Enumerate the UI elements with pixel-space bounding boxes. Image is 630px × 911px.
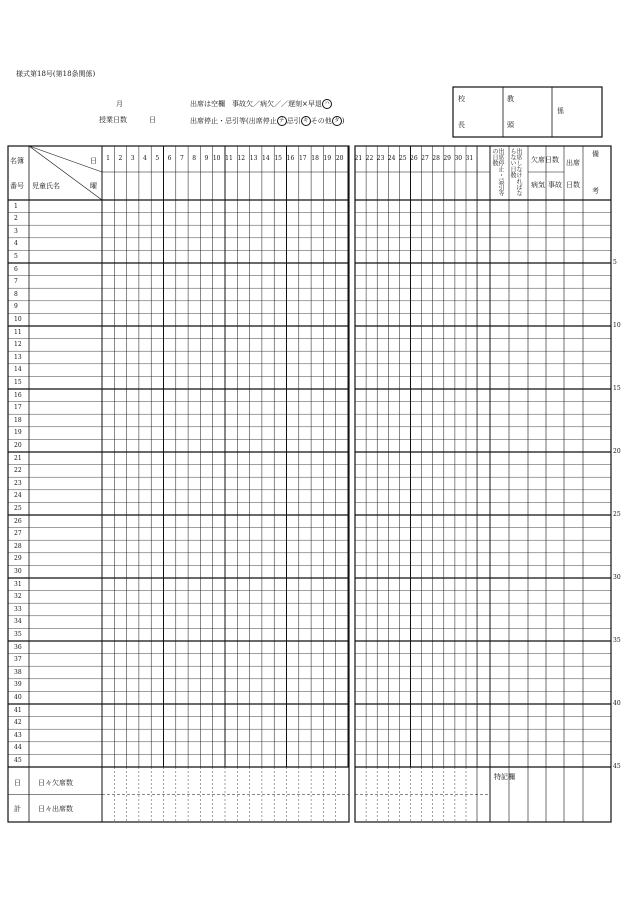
day-header-1: 1 <box>106 155 110 162</box>
day-label: 日 <box>90 157 97 165</box>
day-header-26: 26 <box>410 155 418 162</box>
remarks-header-bottom: 考 <box>592 187 599 195</box>
day-header-2: 2 <box>118 155 123 162</box>
roster-number-40: 40 <box>14 693 22 701</box>
daily-absent-label: 日々欠席数 <box>38 779 73 787</box>
roster-number-6: 6 <box>14 265 18 273</box>
principal-label-top: 校 <box>458 95 465 103</box>
roster-number-35: 35 <box>14 630 22 638</box>
legend-line2-mid2: その他 <box>310 117 332 125</box>
day-header-12: 12 <box>237 155 246 162</box>
roster-number-29: 29 <box>14 555 22 563</box>
roster-number-13: 13 <box>14 353 22 361</box>
day-header-20: 20 <box>335 155 344 162</box>
roster-number-24: 24 <box>14 492 22 500</box>
side-tick-20: 20 <box>613 448 621 455</box>
day-header-7: 7 <box>179 155 184 162</box>
roster-number-33: 33 <box>14 605 22 613</box>
roster-number-31: 31 <box>14 580 22 588</box>
roster-number-32: 32 <box>14 593 22 601</box>
day-header-13: 13 <box>249 155 258 162</box>
legend-line2-suffix: ) <box>341 117 345 125</box>
grid-line <box>29 146 102 200</box>
roster-number-1: 1 <box>14 202 18 210</box>
student-name-header: 児童氏名 <box>32 182 60 190</box>
class-days-unit: 日 <box>149 116 156 124</box>
roster-number-10: 10 <box>14 315 22 323</box>
roster-number-42: 42 <box>14 719 22 727</box>
roster-number-5: 5 <box>14 252 18 260</box>
staff-label: 係 <box>557 107 564 115</box>
roster-number-20: 20 <box>14 441 22 449</box>
roster-number-38: 38 <box>14 668 22 676</box>
special-notes-label: 特記欄 <box>494 773 515 781</box>
roster-number-43: 43 <box>14 731 22 739</box>
roster-number-45: 45 <box>14 756 22 764</box>
day-header-5: 5 <box>155 155 160 162</box>
roster-number-16: 16 <box>14 391 22 399</box>
day-header-29: 29 <box>443 155 451 162</box>
day-header-19: 19 <box>323 155 332 162</box>
side-tick-25: 25 <box>613 511 621 518</box>
roster-number-3: 3 <box>14 227 18 235</box>
side-tick-5: 5 <box>613 259 617 266</box>
roster-number-19: 19 <box>14 429 22 437</box>
day-header-15: 15 <box>274 155 282 162</box>
day-header-14: 14 <box>262 155 270 162</box>
roster-number-18: 18 <box>14 416 22 424</box>
day-header-27: 27 <box>421 155 429 162</box>
other-mark: タ <box>332 116 342 126</box>
side-tick-30: 30 <box>613 574 621 581</box>
form-title: 様式第18号(第18条関係) <box>16 70 96 78</box>
roster-number-39: 39 <box>14 681 22 689</box>
roster-number-36: 36 <box>14 643 22 651</box>
legend-line1-text: 出席は空欄 事故欠／病欠／／遅刻×早退 <box>190 100 322 108</box>
mourning-mark: キ <box>301 116 311 126</box>
day-header-24: 24 <box>387 155 396 162</box>
side-tick-15: 15 <box>613 385 621 392</box>
absence-days-header: 欠席日数 <box>531 156 559 164</box>
attendance-days-header-top: 出席 <box>566 159 580 167</box>
early-leave-mark: ハ <box>322 99 332 109</box>
day-header-9: 9 <box>204 155 209 162</box>
roster-number-12: 12 <box>14 341 22 349</box>
grid-border <box>453 87 602 137</box>
roster-number-header-bottom: 番号 <box>10 182 24 190</box>
roster-number-14: 14 <box>14 366 22 374</box>
day-header-8: 8 <box>192 155 197 162</box>
remarks-header-top: 備 <box>592 150 599 158</box>
roster-number-15: 15 <box>14 378 22 386</box>
sick-header: 病気 <box>531 181 545 189</box>
suspension-mark: テ <box>277 116 287 126</box>
day-header-22: 22 <box>365 155 374 162</box>
day-header-6: 6 <box>167 155 172 162</box>
accident-header: 事故 <box>548 181 562 189</box>
required-days-header: 出席しなければならない日数 <box>509 148 522 196</box>
roster-number-23: 23 <box>14 479 22 487</box>
legend-line2-prefix: 出席停止・忌引等(出席停止 <box>190 117 277 125</box>
roster-number-30: 30 <box>14 567 22 575</box>
day-header-28: 28 <box>432 155 440 162</box>
day-header-17: 17 <box>298 155 307 162</box>
roster-number-41: 41 <box>14 706 22 714</box>
side-tick-35: 35 <box>613 637 621 644</box>
roster-number-header-top: 名簿 <box>10 157 24 165</box>
legend-line2-mid1: 忌引 <box>286 117 301 125</box>
vice-principal-label-bottom: 頭 <box>507 121 514 129</box>
side-tick-45: 45 <box>613 763 621 770</box>
roster-number-11: 11 <box>14 328 22 336</box>
roster-number-44: 44 <box>14 744 22 752</box>
day-header-31: 31 <box>465 155 474 162</box>
roster-number-27: 27 <box>14 530 22 538</box>
daily-present-label: 日々出席数 <box>38 805 73 813</box>
roster-number-4: 4 <box>14 240 18 248</box>
side-tick-40: 40 <box>613 700 621 707</box>
roster-number-9: 9 <box>14 303 18 311</box>
roster-number-17: 17 <box>14 404 22 412</box>
totals-label-bottom: 計 <box>14 805 21 813</box>
day-header-23: 23 <box>376 155 385 162</box>
day-header-21: 21 <box>354 155 363 162</box>
roster-number-34: 34 <box>14 618 22 626</box>
day-header-18: 18 <box>311 155 319 162</box>
roster-number-26: 26 <box>14 517 22 525</box>
side-tick-10: 10 <box>613 322 621 329</box>
class-days-label: 授業日数 <box>99 116 127 124</box>
roster-number-8: 8 <box>14 290 18 298</box>
day-header-4: 4 <box>143 155 147 162</box>
day-header-11: 11 <box>225 155 233 162</box>
totals-label-top: 日 <box>14 779 21 787</box>
weekday-label: 曜 <box>90 182 97 190</box>
grid-border <box>355 146 611 822</box>
day-header-16: 16 <box>286 155 295 162</box>
roster-number-28: 28 <box>14 542 22 550</box>
day-header-25: 25 <box>398 155 407 162</box>
roster-number-25: 25 <box>14 504 22 512</box>
roster-number-37: 37 <box>14 656 22 664</box>
day-header-10: 10 <box>212 155 221 162</box>
day-header-30: 30 <box>454 155 463 162</box>
vice-principal-label-top: 教 <box>507 95 514 103</box>
month-label: 月 <box>116 100 123 108</box>
principal-label-bottom: 長 <box>458 121 465 129</box>
roster-number-2: 2 <box>14 215 18 223</box>
roster-number-22: 22 <box>14 467 22 475</box>
grid-border <box>8 146 349 822</box>
suspension-days-header: 出席停止・忌引等の日数 <box>491 148 504 196</box>
roster-number-21: 21 <box>14 454 22 462</box>
day-header-3: 3 <box>130 155 135 162</box>
roster-number-7: 7 <box>14 278 18 286</box>
attendance-days-header-bottom: 日数 <box>566 181 580 189</box>
